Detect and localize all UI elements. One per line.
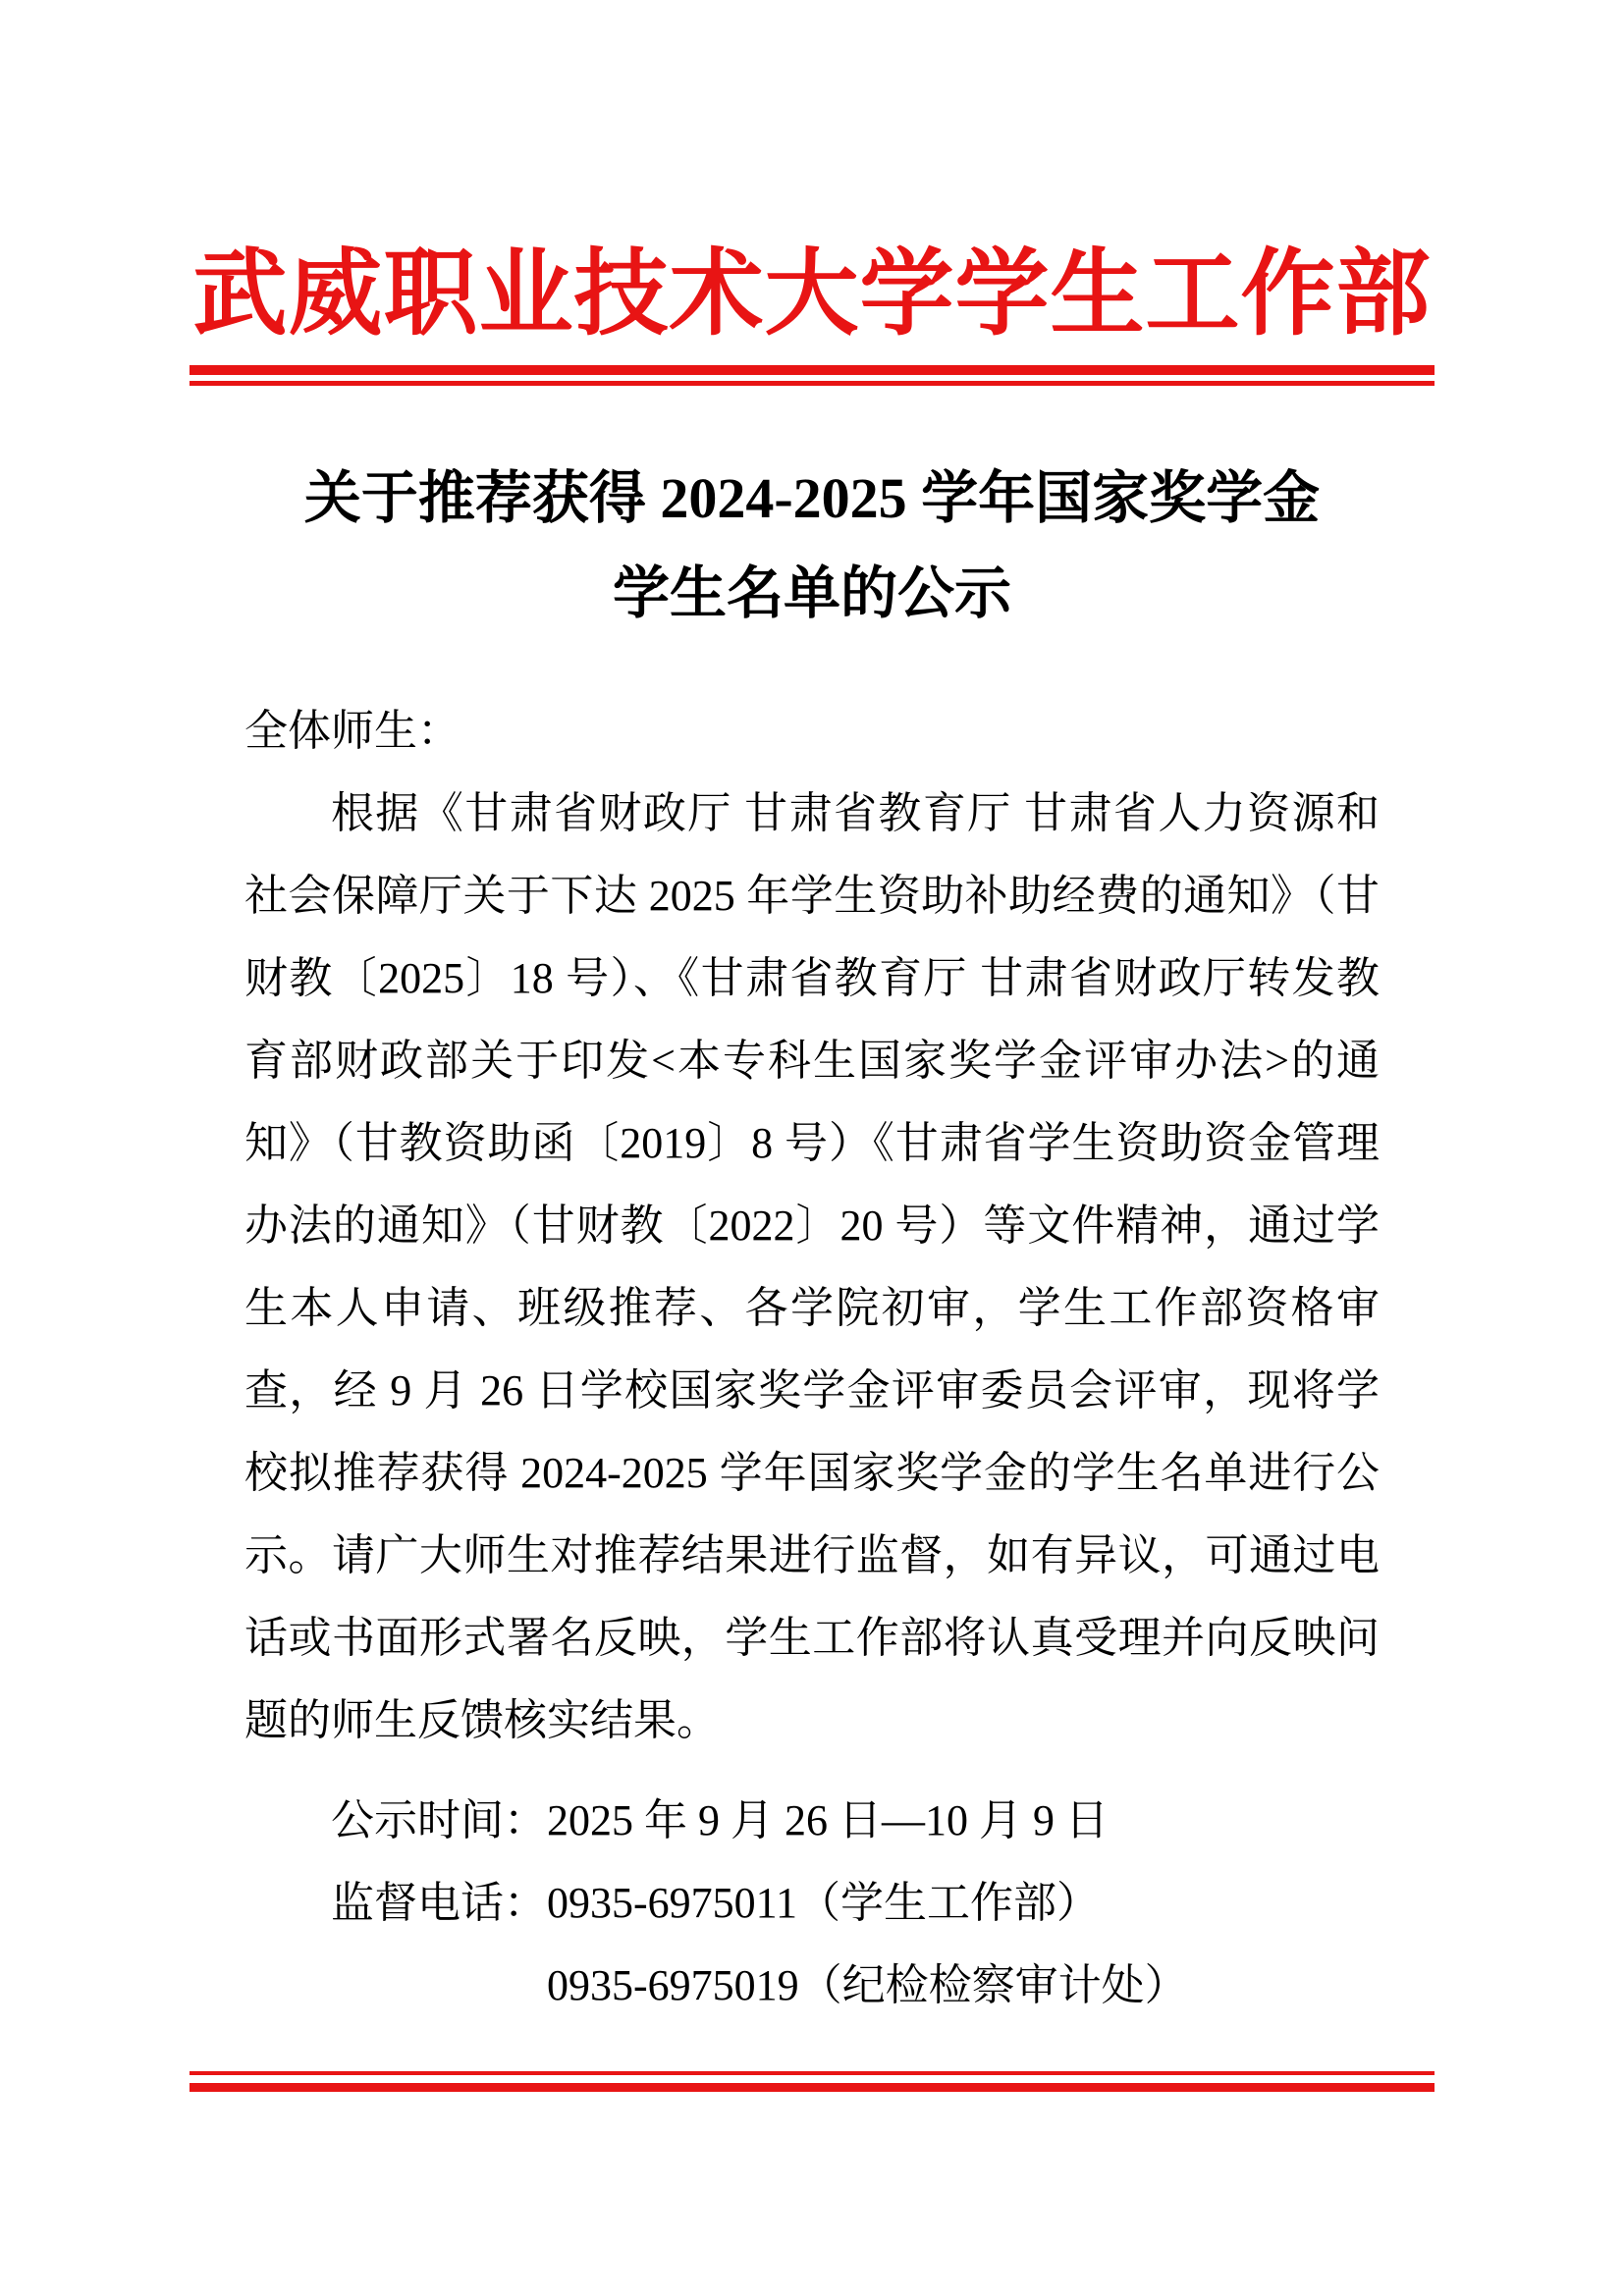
footer-divider xyxy=(189,2071,1435,2092)
footer-divider-thick-rule xyxy=(189,2083,1435,2092)
supervision-phone-line-1: 监督电话：0935-6975011（学生工作部） xyxy=(331,1879,1101,1927)
notice-body-paragraph: 根据《甘肃省财政厅 甘肃省教育厅 甘肃省人力资源和社会保障厅关于下达 2025 年学生资助补助经费的通知》（甘财教〔2025〕18 号）、《甘肃省教育厅 甘肃省财政厅转发教育部财政部关于印发<本专科生国家奖学金评审办法>的通知》（甘教资助函〔2019〕8 号）《甘肃省学生资助资金管理办法的通知》（甘财教〔2022〕20 号）等文件精神，通过学生本人申请、班级推荐、各学院初审，学生工作部资格审查，经 9 月 26 日学校国家奖学金评审委员会评审，现将学校拟推荐获得 2024-2025 学年国家奖学金的学生名单进行公示。请广大师生对推荐结果进行监督，如有异议，可通过电话或书面形式署名反映，学生工作部将认真受理并向反映问题的师生反馈核实结果。 xyxy=(244,789,1380,1744)
letterhead-divider-thick-rule xyxy=(189,365,1435,375)
notice-title xyxy=(0,451,1624,641)
contact-info xyxy=(244,1780,1380,2027)
publicity-period-line: 公示时间：2025 年 9 月 26 日—10 月 9 日 xyxy=(331,1796,1109,1844)
salutation: 全体师生： xyxy=(244,707,460,755)
footer-divider-thin-rule xyxy=(189,2071,1435,2075)
supervision-phone-line-2: 0935-6975019（纪检检察审计处） xyxy=(547,1961,1188,2009)
letterhead-divider-thin-rule xyxy=(189,381,1435,386)
notice-title-line-2: 学生名单的公示 xyxy=(612,561,1011,625)
letterhead-divider xyxy=(189,365,1435,386)
letterhead-org-name: 武威职业技术大学学生工作部 xyxy=(192,241,1432,347)
notice-body xyxy=(244,690,1380,1762)
notice-title-line-1: 关于推荐获得 2024-2025 学年国家奖学金 xyxy=(303,466,1321,530)
